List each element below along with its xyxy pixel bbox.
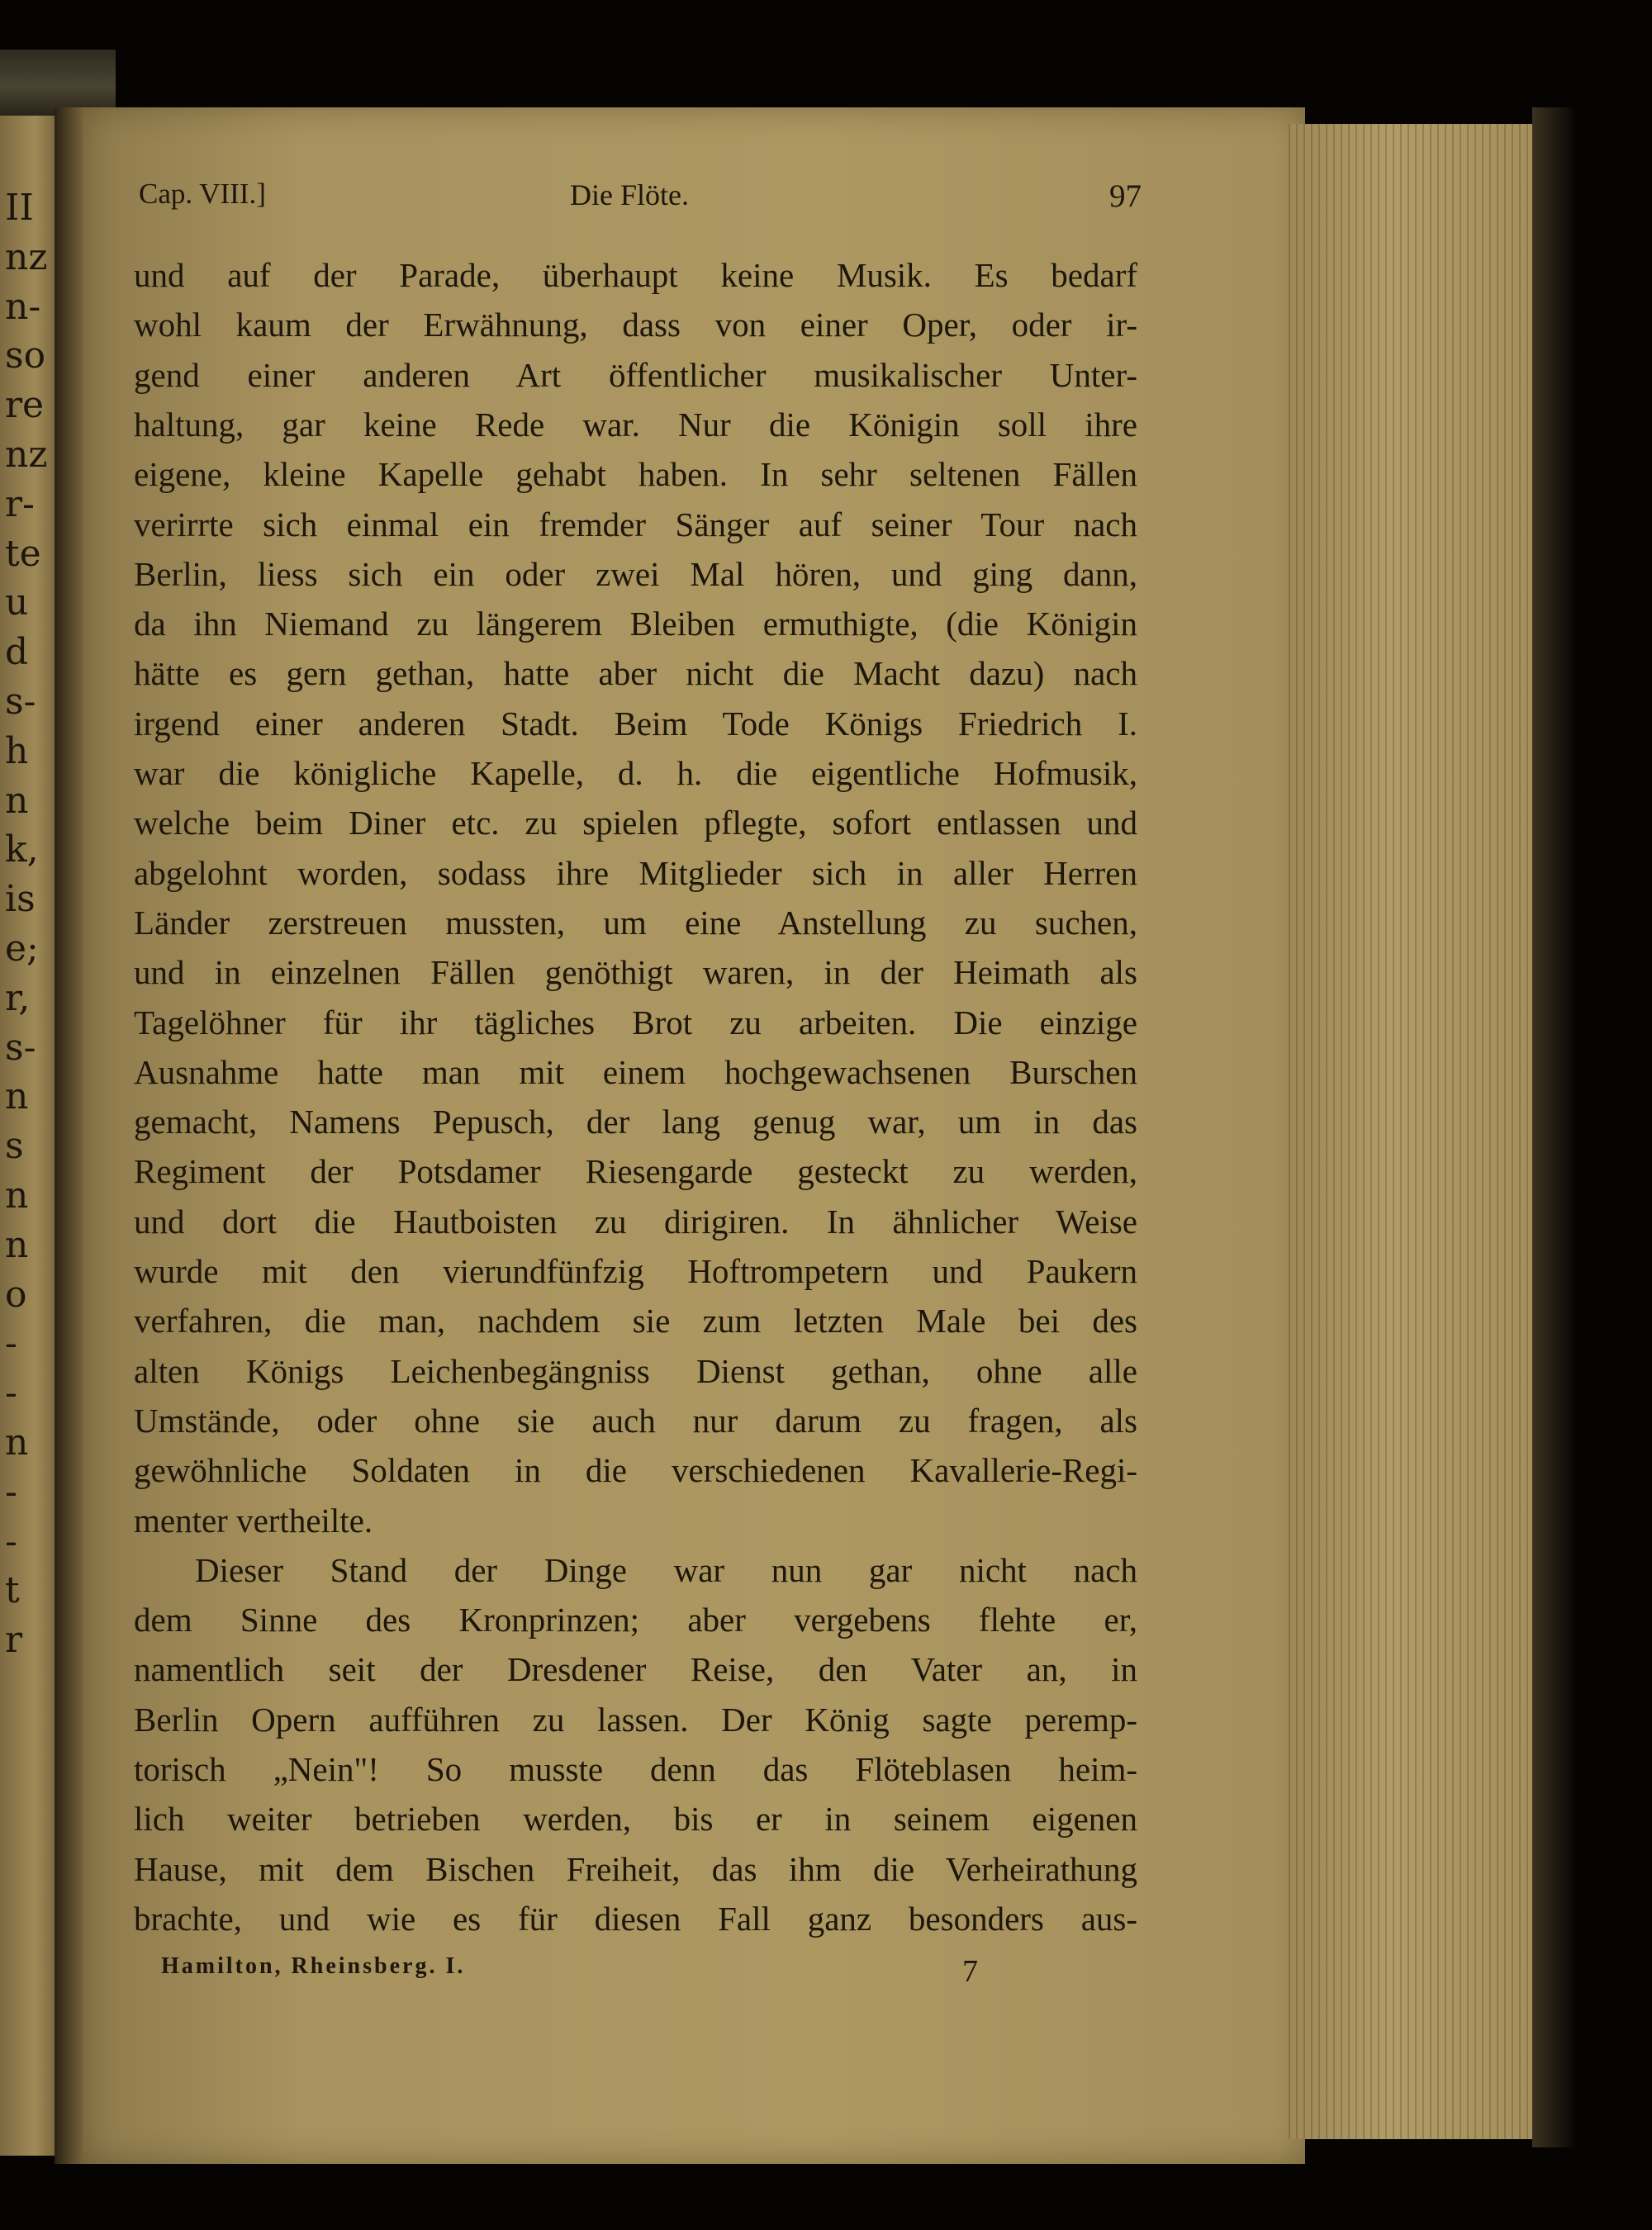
text-line: Berlin, liess sich ein oder zwei Mal hören, und ging dann,	[134, 555, 1137, 593]
text-line: und in einzelnen Fällen genöthigt waren, in der Heimath als	[134, 953, 1137, 991]
previous-page-fragment: s	[5, 1125, 24, 1167]
previous-page-fragment: t	[5, 1569, 20, 1611]
text-line: war die königliche Kapelle, d. h. die eigentliche Hofmusik,	[134, 754, 1137, 792]
previous-page-fragment: n	[5, 1224, 29, 1266]
previous-page-fragment: n-	[5, 286, 41, 328]
text-line: Ausnahme hatte man mit einem hochgewachsenen Burschen	[134, 1053, 1137, 1091]
page-edges	[1289, 124, 1536, 2139]
text-line: wurde mit den vierundfünfzig Hoftrompetern und Paukern	[134, 1252, 1137, 1290]
previous-page-fragment: te	[5, 533, 41, 575]
previous-page-fragment: h	[5, 730, 29, 772]
previous-page-fragment: u	[5, 581, 29, 624]
previous-page-fragment: n	[5, 1075, 29, 1117]
previous-page-fragment: n	[5, 1174, 29, 1217]
previous-page-fragment: so	[5, 334, 46, 377]
text-line: verfahren, die man, nachdem sie zum letzten Male bei des	[134, 1302, 1137, 1340]
page-edges-shadow	[1532, 107, 1574, 2147]
previous-page-fragment: -	[5, 1521, 17, 1563]
text-line: namentlich seit der Dresdener Reise, den Vater an, in	[134, 1650, 1137, 1688]
previous-page-fragment: is	[5, 878, 36, 920]
text-line: Dieser Stand der Dinge war nun gar nicht nach	[195, 1551, 1137, 1589]
text-line: wohl kaum der Erwähnung, dass von einer Oper, oder ir-	[134, 306, 1137, 344]
text-line: und auf der Parade, überhaupt keine Musik. Es bedarf	[134, 256, 1137, 294]
text-line: irgend einer anderen Stadt. Beim Tode Königs Friedrich I.	[134, 705, 1137, 743]
previous-page-fragment: -	[5, 1372, 17, 1414]
text-line: menter vertheilte.	[134, 1502, 373, 1540]
previous-page-fragment: r	[5, 1619, 23, 1661]
page-number: 97	[1109, 178, 1142, 214]
previous-page-fragment: re	[5, 384, 45, 426]
text-line: Länder zerstreuen mussten, um eine Anstellung zu suchen,	[134, 904, 1137, 942]
text-line: Hause, mit dem Bischen Freiheit, das ihm die Verheirathung	[134, 1850, 1137, 1888]
previous-page-fragment: n	[5, 780, 29, 822]
previous-page-fragment: nz	[5, 434, 48, 476]
previous-page-fragment: r,	[5, 977, 31, 1019]
text-line: gend einer anderen Art öffentlicher musikalischer Unter-	[134, 356, 1137, 394]
previous-page-fragment: -	[5, 1322, 17, 1364]
text-line: hätte es gern gethan, hatte aber nicht die Macht dazu) nach	[134, 654, 1137, 692]
text-line: da ihn Niemand zu längerem Bleiben ermuthigte, (die Königin	[134, 605, 1137, 643]
previous-page-fragment: s-	[5, 1027, 36, 1069]
text-line: Berlin Opern aufführen zu lassen. Der König sagte peremp-	[134, 1701, 1137, 1739]
text-line: Regiment der Potsdamer Riesengarde gesteckt zu werden,	[134, 1152, 1137, 1190]
text-line: Tagelöhner für ihr tägliches Brot zu arbeiten. Die einzige	[134, 1004, 1137, 1041]
running-header-chapter: Cap. VIII.]	[139, 178, 266, 210]
text-line: brachte, und wie es für diesen Fall ganz besonders aus-	[134, 1900, 1137, 1938]
text-line: abgelohnt worden, sodass ihre Mitglieder sich in aller Herren	[134, 854, 1137, 892]
text-line: eigene, kleine Kapelle gehabt haben. In sehr seltenen Fällen	[134, 455, 1137, 493]
previous-page-fragment: r-	[5, 483, 35, 525]
text-line: alten Königs Leichenbegängniss Dienst gethan, ohne alle	[134, 1352, 1137, 1390]
text-line: lich weiter betrieben werden, bis er in seinem eigenen	[134, 1800, 1137, 1838]
previous-page-fragment: s-	[5, 681, 36, 723]
text-line: und dort die Hautboisten zu dirigiren. In ähnlicher Weise	[134, 1203, 1137, 1241]
printer-signature: Hamilton, Rheinsberg. I.	[161, 1953, 466, 1979]
previous-page-fragment: II	[5, 187, 34, 229]
text-line: dem Sinne des Kronprinzen; aber vergebens flehte er,	[134, 1601, 1137, 1639]
text-line: gewöhnliche Soldaten in die verschiedenen Kavallerie-Regi-	[134, 1451, 1137, 1489]
previous-page-fragment: -	[5, 1471, 17, 1513]
previous-page-fragment: e;	[5, 928, 39, 970]
text-line: gemacht, Namens Pepusch, der lang genug war, um in das	[134, 1103, 1137, 1141]
text-line: torisch „Nein"! So musste denn das Flöteblasen heim-	[134, 1750, 1137, 1788]
running-header-title: Die Flöte.	[570, 178, 689, 211]
previous-page-fragment: o	[5, 1274, 27, 1316]
previous-page-fragment: d	[5, 631, 29, 673]
text-line: welche beim Diner etc. zu spielen pflegte, sofort entlassen und	[134, 804, 1137, 842]
previous-page-fragment: nz	[5, 236, 48, 278]
sheet-number: 7	[962, 1954, 978, 1989]
previous-page-fragment: n	[5, 1421, 29, 1464]
text-line: Umstände, oder ohne sie auch nur darum zu fragen, als	[134, 1402, 1137, 1440]
text-line: haltung, gar keine Rede war. Nur die Königin soll ihre	[134, 406, 1137, 444]
text-line: verirrte sich einmal ein fremder Sänger auf seiner Tour nach	[134, 505, 1137, 543]
previous-page-fragment: k,	[5, 828, 39, 871]
